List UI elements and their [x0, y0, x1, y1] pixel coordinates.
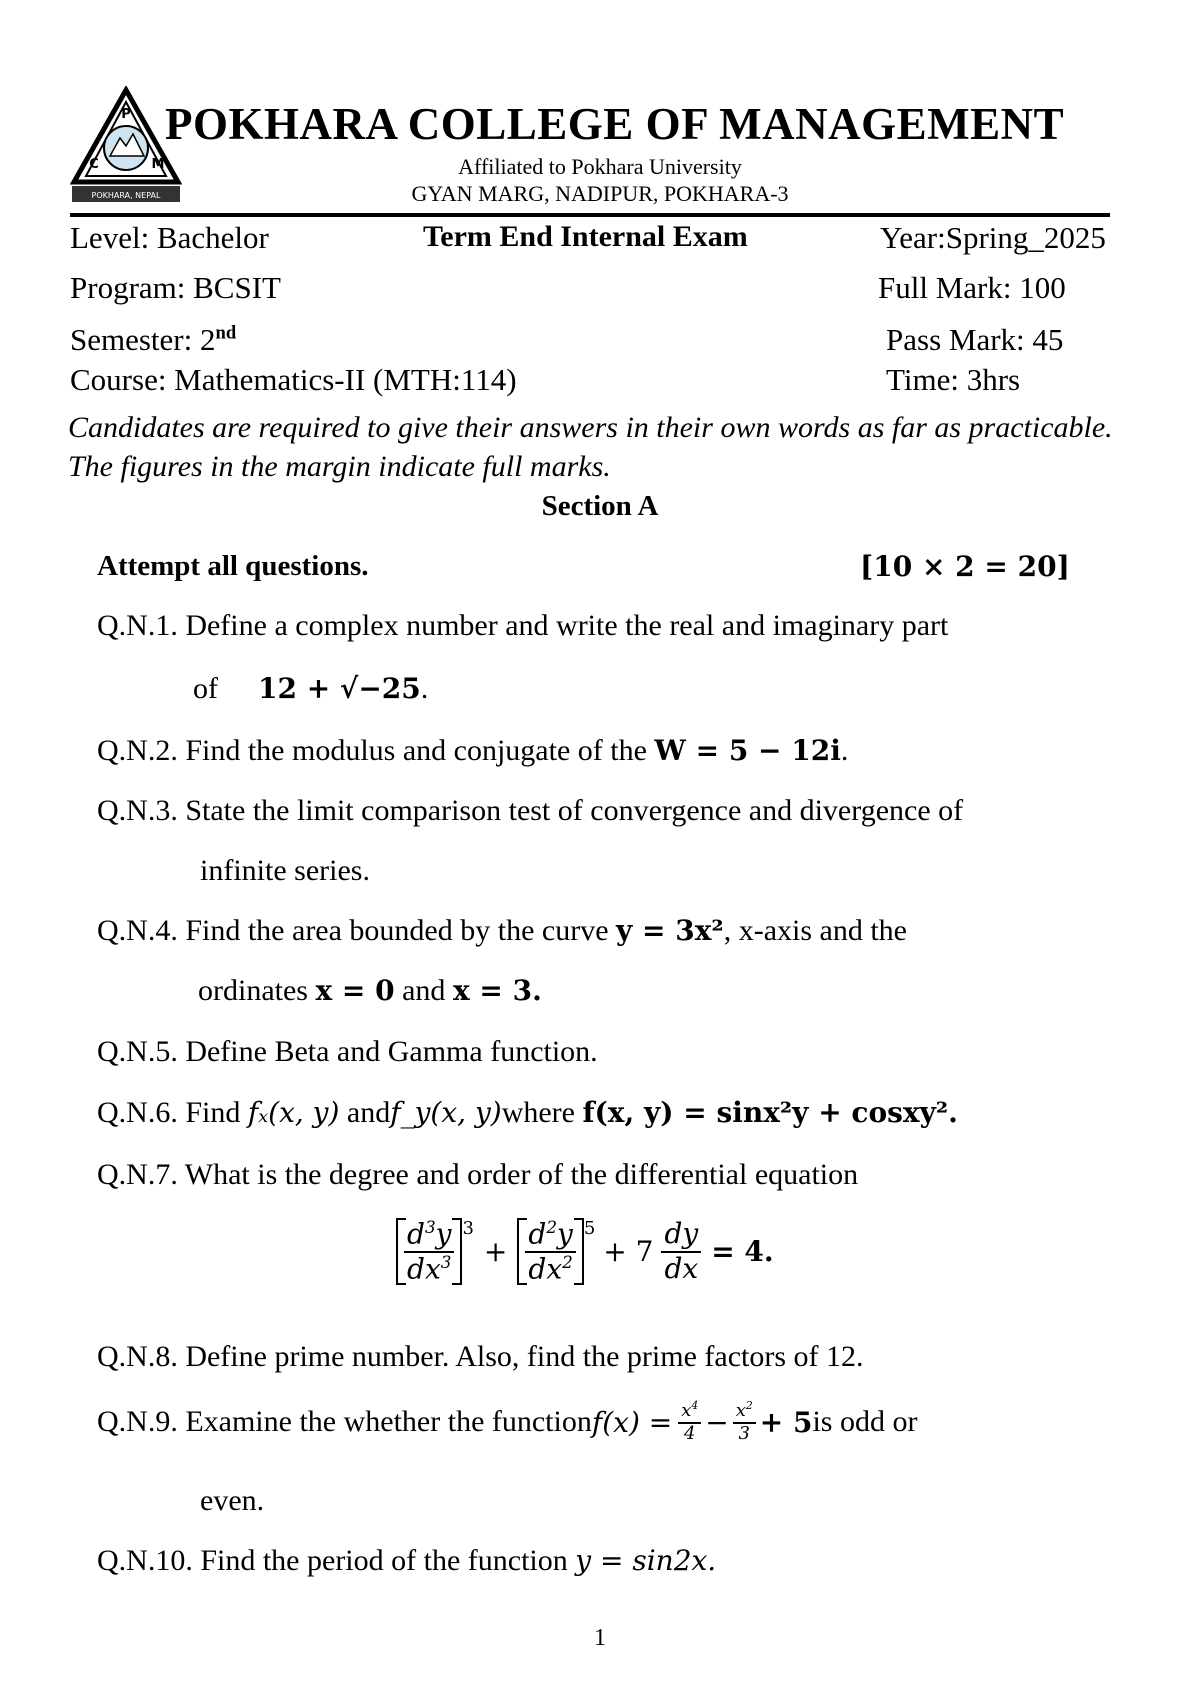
level-label: Level: Bachelor [70, 220, 269, 255]
address-text: GYAN MARG, NADIPUR, POKHARA-3 [411, 181, 789, 206]
question-8: Q.N.8. Define prime number. Also, find the prime factors of 12. [97, 1340, 864, 1373]
section-title: Section A [541, 490, 659, 522]
question-9-line-1: Q.N.9. Examine the whether the function f(x) = $\frac{x^4}{4}$ − $\frac{x^2}{3}$ + 5 is odd or [97, 1399, 918, 1444]
section-marks: [10 × 2 = 20] [860, 550, 1070, 583]
svg-text:M: M [151, 157, 165, 172]
bracket-term-2: $\frac{d^2y}{dx^2}$ [517, 1218, 583, 1285]
full-mark-label: Full Mark: 100 [878, 270, 1066, 305]
pass-mark-label: Pass Mark: 45 [886, 322, 1064, 357]
course-label: Course: Mathematics-II (MTH:114) [70, 362, 517, 397]
question-1-math: 12 + √−25 [258, 672, 421, 705]
question-7: Q.N.7. What is the degree and order of the differential equation [97, 1158, 859, 1191]
affiliation-text: Affiliated to Pokhara University [458, 154, 742, 179]
question-1-line-1: Q.N.1. Define a complex number and write the real and imaginary part [97, 609, 949, 642]
question-10-math: y = sin2x. [575, 1544, 717, 1577]
question-6: Q.N.6. Find fₓ(x, y) andf_y(x, y)where f(x, y) = sinx²y + cosxy². [97, 1096, 958, 1129]
instructions-text: Candidates are required to give their answers in their own words as far as practicable. The figures in the margin indicate full marks. [68, 411, 1113, 483]
year-label: Year:Spring_2025 [880, 220, 1106, 255]
question-1-line-2: of 12 + √−25. [193, 672, 429, 705]
semester-label: Semester: 2nd [70, 322, 237, 357]
section-directive: Attempt all questions. [97, 550, 369, 582]
college-name: POKHARA COLLEGE OF MANAGEMENT [165, 99, 1065, 149]
question-4-math: y = 3x² [616, 914, 724, 947]
question-5: Q.N.5. Define Beta and Gamma function. [97, 1035, 598, 1068]
svg-text:POKHARA, NEPAL: POKHARA, NEPAL [91, 191, 161, 200]
bracket-term-1: $\frac{d^3y}{dx^3}$ [396, 1218, 462, 1285]
question-2-math: W = 5 − 12i [654, 734, 841, 767]
svg-text:P: P [121, 107, 131, 122]
program-label: Program: BCSIT [70, 270, 281, 305]
time-label: Time: 3hrs [886, 362, 1021, 397]
page-number: 1 [594, 1625, 606, 1651]
question-2: Q.N.2. Find the modulus and conjugate of the W = 5 − 12i. [97, 734, 849, 767]
header-divider [70, 213, 1110, 217]
question-4-line-1: Q.N.4. Find the area bounded by the curve y = 3x², x-axis and the [97, 914, 907, 947]
question-9-line-2: even. [200, 1484, 265, 1517]
svg-text:C: C [89, 157, 99, 172]
question-10: Q.N.10. Find the period of the function y = sin2x. [97, 1544, 717, 1577]
question-3-line-1: Q.N.3. State the limit comparison test of convergence and divergence of [97, 794, 964, 827]
exam-title: Term End Internal Exam [423, 220, 748, 253]
question-3-line-2: infinite series. [200, 854, 370, 887]
question-4-line-2: ordinates x = 0 and x = 3. [198, 974, 542, 1007]
question-7-equation: $\frac{d^3y}{dx^3}$ $^3$ + $\frac{d^2y}{dx^2}$ $^5$ + 7 $\frac{dy}{dx}$ = 4. [396, 1218, 774, 1285]
